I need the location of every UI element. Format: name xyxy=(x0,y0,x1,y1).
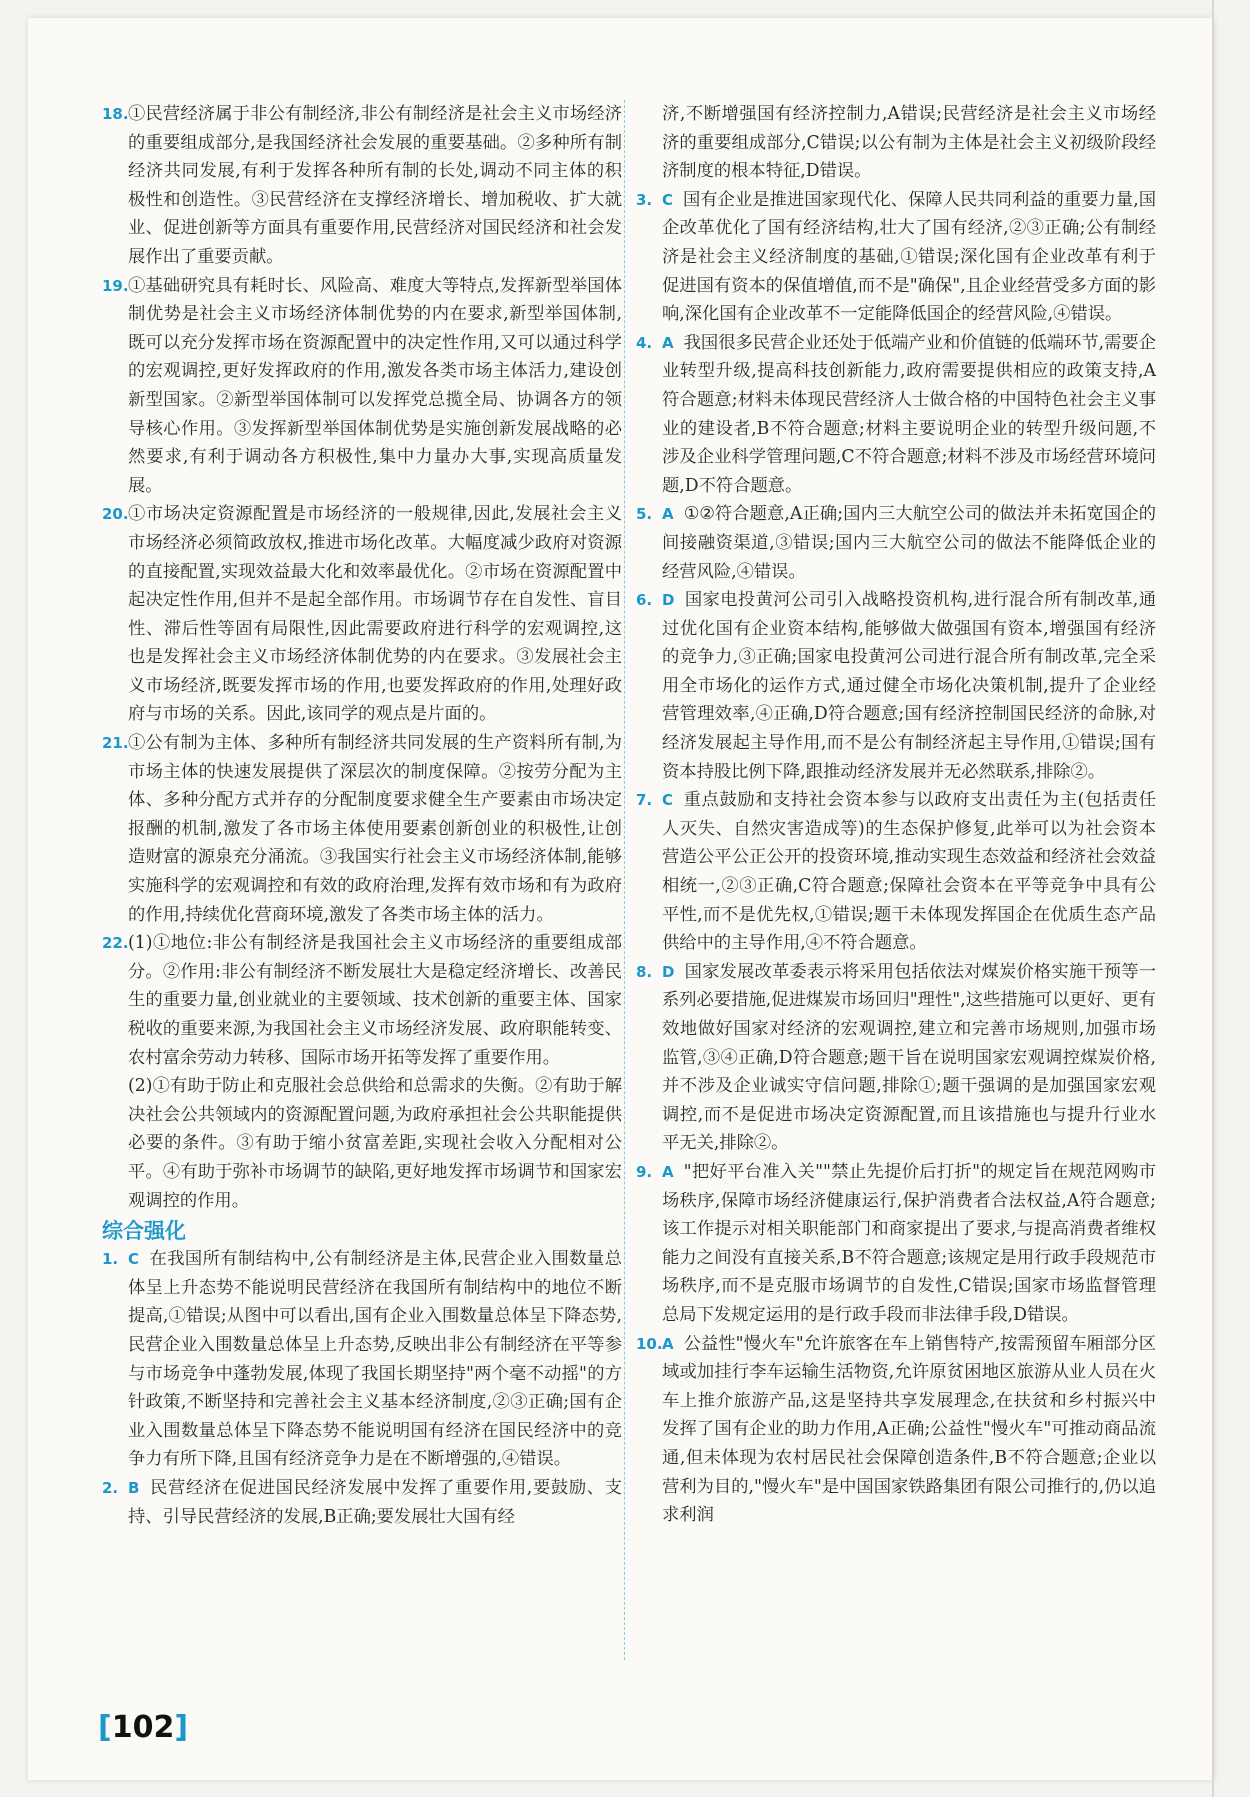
answer-20: 20. ①市场决定资源配置是市场经济的一般规律,因此,发展社会主义市场经济必须简政放权,推进市场化改革。大幅度减少政府对资源的直接配置,实现效益最大化和效率最优化。②市场在资源配置中起决定性作用,但并不是起全部作用。市场调节存在自发性、盲目性、滞后性等固有局限性,因此需要政府进行科学的宏观调控,这也是发挥社会主义市场经济体制优势的内在要求。③发展社会主义市场经济,既要发挥市场的作用,也要发挥政府的作用,处理好政府与市场的关系。因此,该同学的观点是片面的。 xyxy=(102,504,622,725)
answer-c6: 6. D 国家电投黄河公司引入战略投资机构,进行混合所有制改革,通过优化国有企业资本结构,能够做大做强国有资本,增强国有经济的竞争力,③正确;国家电投黄河公司进行混合所有制改革,完全采用全市场化的运作方式,通过健全市场化决策机制,提升了企业经营管理效率,④正确,D符合题意;国有经济控制国民经济的命脉,对经济发展起主导作用,而不是公有制经济起主导作用,①错误;国有资本持股比例下降,跟推动经济发展并无必然联系,排除②。 xyxy=(636,590,1156,782)
page-number-value: 102 xyxy=(111,1710,175,1745)
answer-c7: 7. C 重点鼓励和支持社会资本参与以政府支出责任为主(包括责任人灭失、自然灾害造成等)的生态保护修复,此举可以为社会资本营造公平公正公开的投资环境,推动实现生态效益和经济社会效益相统一,②③正确,C符合题意;保障社会资本在平等竞争中具有公平性,而不是优先权,①错误;题干未体现发挥国企在优质生态产品供给中的主导作用,④不符合题意。 xyxy=(636,790,1156,954)
answer-c2: 2. B 民营经济在促进国民经济发展中发挥了重要作用,要鼓励、支持、引导民营经济的发展,B正确;要发展壮大国有经 xyxy=(102,1477,622,1527)
answer-18-text: ①民营经济属于非公有制经济,非公有制经济是社会主义市场经济的重要组成部分,是我国经济社会发展的重要基础。②多种所有制经济共同发展,有利于发挥各种所有制的长处,调动不同主体的积极性和创造性。③民营经济在支撑经济增长、增加税收、扩大就业、促进创新等方面具有重要作用,民营经济对国民经济和社会发展作出了重要贡献。 xyxy=(128,104,622,267)
choice-letter: D xyxy=(662,591,675,610)
answer-20-text: ①市场决定资源配置是市场经济的一般规律,因此,发展社会主义市场经济必须简政放权,推进市场化改革。大幅度减少政府对资源的直接配置,实现效益最大化和效率最优化。②市场在资源配置中起决定性作用,但并不是起全部作用。市场调节存在自发性、盲目性、滞后性等固有局限性,因此需要政府进行科学的宏观调控,这也是发挥社会主义市场经济体制优势的内在要求。③发展社会主义市场经济,既要发挥市场的作用,也要发挥政府的作用,处理好政府与市场的关系。因此,该同学的观点是片面的。 xyxy=(128,504,622,725)
answer-c2-continued: 济,不断增强国有经济控制力,A错误;民营经济是社会主义市场经济的重要组成部分,C错误;以公有制为主体是社会主义初级阶段经济制度的根本特征,D错误。 xyxy=(662,104,1156,182)
choice-letter: C xyxy=(128,1250,140,1269)
choice-letter: A xyxy=(662,505,674,524)
page-number xyxy=(98,1710,188,1745)
answer-18: 18. ①民营经济属于非公有制经济,非公有制经济是社会主义市场经济的重要组成部分,是我国经济社会发展的重要基础。②多种所有制经济共同发展,有利于发挥各种所有制的长处,调动不同主体的积极性和创造性。③民营经济在支撑经济增长、增加税收、扩大就业、促进创新等方面具有重要作用,民营经济对国民经济和社会发展作出了重要贡献。 xyxy=(102,104,622,267)
answer-c1: 1. C 在我国所有制结构中,公有制经济是主体,民营企业入围数量总体呈上升态势不能说明民营经济在我国所有制结构中的地位不断提高,①错误;从图中可以看出,国有企业入围数量总体呈下降态势,民营企业入围数量总体呈上升态势,反映出非公有制经济在平等参与市场竞争中蓬勃发展,体现了我国长期坚持"两个毫不动摇"的方针政策,不断坚持和完善社会主义基本经济制度,②③正确;国有企业入围数量总体呈下降态势不能说明国有经济在国民经济中的竞争力有所下降,且国有经济竞争力是在不断增强的,④错误。 xyxy=(102,1249,622,1470)
choice-letter: A xyxy=(662,333,674,352)
answer-c4: 4. A 我国很多民营企业还处于低端产业和价值链的低端环节,需要企业转型升级,提高科技创新能力,政府需要提供相应的政策支持,A符合题意;材料未体现民营经济人士做合格的中国特色社会主义事业的建设者,B不符合题意;材料主要说明企业的转型升级问题,不涉及企业科学管理问题,C不符合题意;材料不涉及市场经营环境问题,D不符合题意。 xyxy=(636,332,1156,496)
section-title: 综合强化 xyxy=(102,1219,186,1244)
answer-c8: 8. D 国家发展改革委表示将采用包括依法对煤炭价格实施干预等一系列必要措施,促进煤炭市场回归"理性",这些措施可以更好、更有效地做好国家对经济的宏观调控,建立和完善市场规则,加强市场监管,③④正确,D符合题意;题干旨在说明国家宏观调控煤炭价格,并不涉及企业诚实守信问题,排除①;题干强调的是加强国家宏观调控,而不是促进市场决定资源配置,而且该措施也与提升行业水平无关,排除②。 xyxy=(636,961,1156,1154)
choice-letter: D xyxy=(662,962,675,981)
choice-letter: C xyxy=(662,190,674,209)
left-column xyxy=(102,100,622,1531)
answer-22-1-text: (1)①地位:非公有制经济是我国社会主义市场经济的重要组成部分。②作用:非公有制经济不断发展壮大是稳定经济增长、改善民生的重要力量,创业就业的主要领域、技术创新的重要主体、国家税收的重要来源,为我国社会主义市场经济发展、政府职能转变、农村富余劳动力转移、国际市场开拓等发挥了重要作用。 xyxy=(128,933,622,1068)
answer-c3: 3. C 国有企业是推进国家现代化、保障人民共同利益的重要力量,国企改革优化了国有经济结构,壮大了国有经济,②③正确;公有制经济是社会主义经济制度的基础,①错误;深化国有企业改革有利于促进国有资本的保值增值,而不是"确保",且企业经营受多方面的影响,深化国有企业改革不一定能降低国企的经营风险,④错误。 xyxy=(636,189,1156,325)
answer-22-part2: (2)①有助于防止和克服社会总供给和总需求的失衡。②有助于解决社会公共领域内的资源配置问题,为政府承担社会公共职能提供必要的条件。③有助于缩小贫富差距,实现社会收入分配相对公平。④有助于弥补市场调节的缺陷,更好地发挥市场调节和国家宏观调控的作用。 xyxy=(128,1076,622,1211)
answer-c10: 10. A 公益性"慢火车"允许旅客在车上销售特产,按需预留车厢部分区域或加挂行李车运输生活物资,允许原贫困地区旅游从业人员在火车上推介旅游产品,这是坚持共享发展理念,在扶贫和乡村振兴中发挥了国有企业的助力作用,A正确;公益性"慢火车"可推动商品流通,但未体现为农村居民社会保障创造条件,B不符合题意;企业以营利为目的,"慢火车"是中国国家铁路集团有限公司推行的,仍以追求利润 xyxy=(636,1333,1156,1526)
answer-21: 21. ①公有制为主体、多种所有制经济共同发展的生产资料所有制,为市场主体的快速发展提供了深层次的制度保障。②按劳分配为主体、多种分配方式并存的分配制度要求健全生产要素由市场决定报酬的机制,激发了各市场主体使用要素创新创业的积极性,让创造财富的源泉充分涌流。③我国实行社会主义市场经济体制,能够实施科学的宏观调控和有效的政府治理,发挥有效市场和有为政府的作用,持续优化营商环境,激发了各类市场主体的活力。 xyxy=(102,733,622,925)
choice-letter: A xyxy=(662,1162,674,1181)
binding-edge xyxy=(1212,0,1214,1797)
answer-22-part1: 22. (1)①地位:非公有制经济是我国社会主义市场经济的重要组成部分。②作用:非公有制经济不断发展壮大是稳定经济增长、改善民生的重要力量,创业就业的主要领域、技术创新的重要主体、国家税收的重要来源,为我国社会主义市场经济发展、政府职能转变、农村富余劳动力转移、国际市场开拓等发挥了重要作用。 xyxy=(102,933,622,1068)
right-column xyxy=(636,100,1156,1530)
answer-c9: 9. A "把好平台准入关""禁止先提价后打折"的规定旨在规范网购市场秩序,保障市场经济健康运行,保护消费者合法权益,A符合题意;该工作提示对相关职能部门和商家提出了要求,与提高消费者维权能力之间没有直接关系,B不符合题意;该规定是用行政手段规范市场秩序,而不是克服市场调节的自发性,C错误;国家市场监督管理总局下发规定运用的是行政手段而非法律手段,D错误。 xyxy=(636,1161,1156,1325)
answer-19: 19. ①基础研究具有耗时长、风险高、难度大等特点,发挥新型举国体制优势是社会主义市场经济体制优势的内在要求,新型举国体制,既可以充分发挥市场在资源配置中的决定性作用,又可以通过科学的宏观调控,更好发挥政府的作用,激发各类市场主体活力,建设创新型国家。②新型举国体制可以发挥党总揽全局、协调各方的领导核心作用。③发挥新型举国体制优势是实施创新发展战略的必然要求,有利于调动各方积极性,集中力量办大事,实现高质量发展。 xyxy=(102,275,622,496)
answer-19-text: ①基础研究具有耗时长、风险高、难度大等特点,发挥新型举国体制优势是社会主义市场经济体制优势的内在要求,新型举国体制,既可以充分发挥市场在资源配置中的决定性作用,又可以通过科学的宏观调控,更好发挥政府的作用,激发各类市场主体活力,建设创新型国家。②新型举国体制可以发挥党总揽全局、协调各方的领导核心作用。③发挥新型举国体制优势是实施创新发展战略的必然要求,有利于调动各方积极性,集中力量办大事,实现高质量发展。 xyxy=(128,275,622,496)
page-number-bracket-left: [ xyxy=(98,1710,112,1745)
page-number-bracket-right: ] xyxy=(174,1710,189,1745)
answer-c5: 5. A ①②符合题意,A正确;国内三大航空公司的做法并未拓宽国企的间接融资渠道,③错误;国内三大航空公司的做法不能降低企业的经营风险,④错误。 xyxy=(636,504,1156,582)
choice-letter: C xyxy=(662,791,674,810)
choice-letter: A xyxy=(662,1334,674,1353)
choice-letter: B xyxy=(128,1478,140,1497)
column-divider xyxy=(624,100,625,1660)
answer-21-text: ①公有制为主体、多种所有制经济共同发展的生产资料所有制,为市场主体的快速发展提供了深层次的制度保障。②按劳分配为主体、多种分配方式并存的分配制度要求健全生产要素由市场决定报酬的机制,激发了各市场主体使用要素创新创业的积极性,让创造财富的源泉充分涌流。③我国实行社会主义市场经济体制,能够实施科学的宏观调控和有效的政府治理,发挥有效市场和有为政府的作用,持续优化营商环境,激发了各类市场主体的活力。 xyxy=(128,733,622,925)
